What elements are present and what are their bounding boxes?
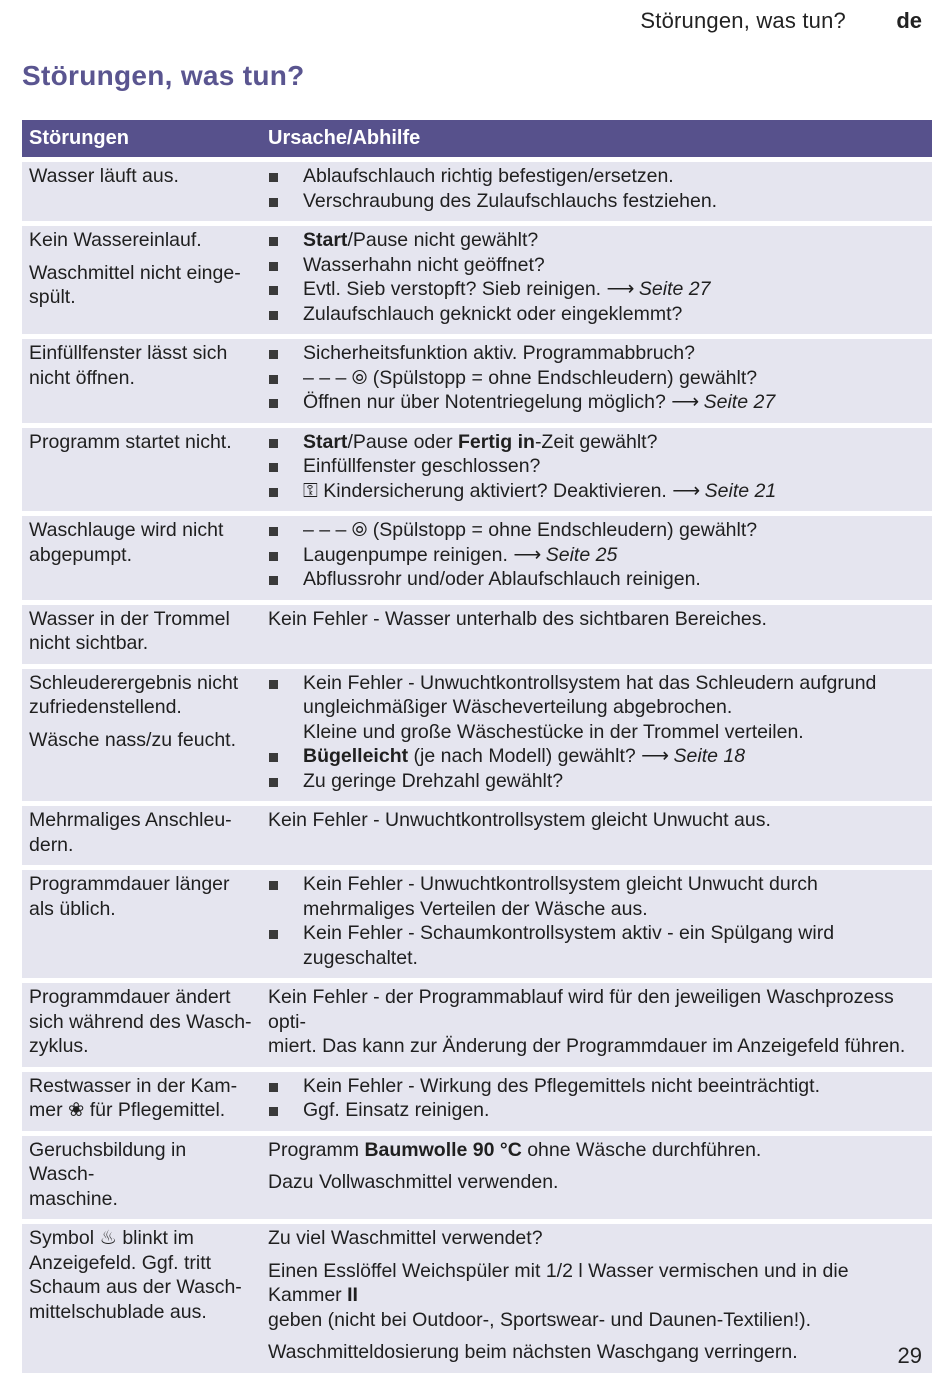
bullet-square-icon	[269, 1107, 278, 1116]
table-header-row	[22, 120, 932, 157]
text-run: Einfüllfenster geschlossen?	[303, 455, 541, 477]
remedy-paragraph	[268, 1138, 926, 1163]
problem-text: Geruchsbildung in Wasch- maschine.	[29, 1138, 187, 1210]
text-run: Kein Fehler - Wasser unterhalb des sichtbaren Bereiches.	[268, 607, 767, 630]
arrow-icon: ⟶	[672, 479, 700, 502]
bold-term: Fertig in	[458, 430, 535, 453]
table-row	[22, 1136, 932, 1220]
remedy-list	[268, 341, 926, 415]
remedy-paragraph	[268, 1226, 926, 1251]
list-item	[268, 430, 926, 455]
text-run: Verschraubung des Zulaufschlauchs festziehen.	[303, 189, 718, 212]
text-run: Zu viel Waschmittel verwendet?	[268, 1227, 543, 1249]
bullet-square-icon	[269, 350, 278, 359]
problem-text: Programmdauer ändert sich während des Wasch- zyklus.	[29, 986, 252, 1057]
problem-cell	[22, 1224, 263, 1373]
bullet-square-icon	[269, 881, 278, 890]
list-item	[268, 567, 926, 592]
arrow-icon: ⟶	[606, 278, 634, 300]
text-run: Waschmitteldosierung beim nächsten Waschgang verringern.	[268, 1341, 798, 1363]
remedy-cell	[263, 226, 932, 334]
bullet-square-icon	[269, 778, 278, 787]
bold-term: Start	[303, 229, 348, 251]
bold-term: Baumwolle 90 °C	[364, 1138, 522, 1161]
bullet-square-icon	[269, 399, 278, 408]
text-run: geben (nicht bei Outdoor-, Sportswear- und Daunen-Textilien!).	[268, 1308, 812, 1331]
text-run: -Zeit gewählt?	[534, 430, 658, 453]
table-row	[22, 605, 932, 664]
problem-text: Wasser läuft aus.	[29, 165, 179, 187]
bullet-square-icon	[269, 463, 278, 472]
text-run: Einen Esslöffel Weichspüler mit 1/2 l Wasser vermischen und in die Kammer	[268, 1259, 849, 1306]
list-item	[268, 671, 926, 745]
list-item	[268, 302, 926, 327]
bullet-square-icon	[269, 198, 278, 207]
list-item	[268, 164, 926, 189]
problem-cell	[22, 983, 263, 1067]
remedy-cell	[263, 983, 932, 1067]
troubleshooting-table	[22, 115, 932, 1378]
remedy-cell	[263, 162, 932, 221]
bold-term: Start	[303, 430, 348, 453]
problem-cell	[22, 516, 263, 600]
list-item	[268, 253, 926, 278]
running-header	[0, 8, 950, 38]
bold-term: Bügelleicht	[303, 745, 409, 767]
list-item	[268, 341, 926, 366]
table-row	[22, 983, 932, 1067]
page-reference: Seite 18	[668, 745, 746, 767]
page-number: 29	[897, 1343, 922, 1368]
text-run: Ggf. Einsatz reinigen.	[303, 1099, 490, 1121]
arrow-icon: ⟶	[671, 391, 699, 413]
bold-term: II	[347, 1284, 358, 1306]
remedy-list	[268, 872, 926, 970]
list-item	[268, 1098, 926, 1123]
bullet-square-icon	[269, 262, 278, 271]
page-title: Störungen, was tun?	[22, 60, 305, 91]
problem-text: Programmdauer länger als üblich.	[29, 873, 230, 920]
list-item	[268, 390, 926, 415]
text-run: Laugenpumpe reinigen.	[303, 543, 514, 566]
page-reference: Seite 25	[540, 543, 618, 566]
list-item	[268, 189, 926, 214]
list-item	[268, 1074, 926, 1099]
remedy-cell	[263, 339, 932, 423]
text-run: ohne Wäsche durchführen.	[521, 1138, 762, 1161]
text-run: /Pause oder	[347, 430, 459, 453]
bullet-square-icon	[269, 237, 278, 246]
column-header-problem: Störungen	[22, 120, 263, 157]
remedy-paragraph	[268, 607, 926, 632]
table-row	[22, 870, 932, 978]
table-row	[22, 669, 932, 802]
list-item	[268, 479, 926, 504]
list-item	[268, 518, 926, 543]
bullet-square-icon	[269, 439, 278, 448]
problem-cell	[22, 339, 263, 423]
problem-text: Waschlauge wird nicht abgepumpt.	[29, 519, 224, 566]
problem-text: Mehrmaliges Anschleu- dern.	[29, 809, 232, 856]
text-run: Sicherheitsfunktion aktiv. Programmabbruch?	[303, 342, 695, 364]
remedy-cell	[263, 1224, 932, 1373]
problem-cell	[22, 1072, 263, 1131]
remedy-cell	[263, 806, 932, 865]
text-run: Ablaufschlauch richtig befestigen/ersetzen.	[303, 165, 674, 187]
problem-cell	[22, 806, 263, 865]
text-run: Kein Fehler - Unwuchtkontrollsystem hat das Schleudern aufgrund ungleichmäßiger Wäscheverteilung abgebrochen. Kleine und große Wäschestücke in der Trommel verteilen.	[303, 671, 877, 743]
remedy-cell	[263, 605, 932, 664]
text-run: Kein Fehler - Unwuchtkontrollsystem gleicht Unwucht durch mehrmaliges Verteilen der Wäsche aus.	[303, 873, 818, 920]
remedy-paragraph	[268, 1170, 926, 1195]
problem-cell	[22, 226, 263, 334]
remedy-cell	[263, 1072, 932, 1131]
bullet-square-icon	[269, 311, 278, 320]
problem-text: Kein Wassereinlauf.	[29, 229, 202, 251]
text-run: Abflussrohr und/oder Ablaufschlauch reinigen.	[303, 568, 701, 590]
remedy-paragraph	[268, 1340, 926, 1365]
page-reference: Seite 21	[699, 479, 777, 502]
list-item	[268, 228, 926, 253]
problem-text: Symbol ♨ blinkt im Anzeigefeld. Ggf. tritt Schaum aus der Wasch- mittelschublade aus.	[29, 1227, 242, 1323]
problem-text: Schleuderergebnis nicht zufriedenstellend.	[29, 671, 239, 718]
remedy-cell	[263, 870, 932, 978]
problem-text: Programm startet nicht.	[29, 430, 232, 453]
text-run: – – – ⦾ (Spülstopp = ohne Endschleudern) gewählt?	[303, 366, 758, 389]
remedy-list	[268, 1074, 926, 1123]
text-run: /Pause nicht gewählt?	[347, 229, 539, 251]
problem-text: Wäsche nass/zu feucht.	[29, 728, 237, 751]
bullet-square-icon	[269, 753, 278, 762]
problem-cell	[22, 605, 263, 664]
language-code: de	[896, 8, 922, 33]
remedy-list	[268, 164, 926, 213]
table-body	[22, 162, 932, 1373]
bullet-square-icon	[269, 527, 278, 536]
text-run: Programm	[268, 1138, 365, 1161]
text-run: Zulaufschlauch geknickt oder eingeklemmt?	[303, 302, 683, 325]
problem-text: Einfüllfenster lässt sich nicht öffnen.	[29, 342, 228, 389]
problem-cell	[22, 669, 263, 802]
text-run: Kein Fehler - Schaumkontrollsystem aktiv - ein Spülgang wird zugeschaltet.	[303, 922, 835, 969]
running-header-title: Störungen, was tun?	[640, 8, 846, 33]
list-item	[268, 454, 926, 479]
remedy-list	[268, 430, 926, 504]
text-run: Kein Fehler - der Programmablauf wird für den jeweiligen Waschprozess opti- miert. Das kann zur Änderung der Programmdauer im Anzeigefeld führen.	[268, 986, 906, 1057]
list-item	[268, 277, 926, 302]
text-run: Wasserhahn nicht geöffnet?	[303, 253, 545, 276]
problem-text: Waschmittel nicht einge- spült.	[29, 261, 241, 308]
text-run: Öffnen nur über Notentriegelung möglich?	[303, 391, 672, 413]
text-run: (je nach Modell) gewählt?	[408, 745, 642, 767]
remedy-cell	[263, 516, 932, 600]
bullet-square-icon	[269, 173, 278, 182]
problem-cell	[22, 162, 263, 221]
remedy-cell	[263, 1136, 932, 1220]
remedy-list	[268, 518, 926, 592]
list-item	[268, 872, 926, 921]
list-item	[268, 366, 926, 391]
text-run: Kein Fehler - Wirkung des Pflegemittels nicht beeinträchtigt.	[303, 1074, 820, 1097]
table-row	[22, 1072, 932, 1131]
list-item	[268, 921, 926, 970]
bullet-square-icon	[269, 488, 278, 497]
table-row	[22, 339, 932, 423]
remedy-paragraph	[268, 1259, 926, 1333]
remedy-list	[268, 671, 926, 794]
problem-text: Restwasser in der Kam- mer ❀ für Pflegemittel.	[29, 1074, 238, 1121]
arrow-icon: ⟶	[641, 745, 669, 767]
text-run: Kein Fehler - Unwuchtkontrollsystem gleicht Unwucht aus.	[268, 809, 771, 831]
column-header-remedy: Ursache/Abhilfe	[263, 120, 932, 157]
page-reference: Seite 27	[698, 391, 776, 413]
problem-cell	[22, 870, 263, 978]
problem-text: Wasser in der Trommel nicht sichtbar.	[29, 607, 230, 654]
table-row	[22, 226, 932, 334]
bullet-square-icon	[269, 576, 278, 585]
list-item	[268, 744, 926, 769]
text-run: ⚿ Kindersicherung aktiviert? Deaktivieren.	[303, 479, 673, 502]
list-item	[268, 543, 926, 568]
list-item	[268, 769, 926, 794]
bullet-square-icon	[269, 680, 278, 689]
problem-cell	[22, 428, 263, 512]
remedy-cell	[263, 669, 932, 802]
bullet-square-icon	[269, 1083, 278, 1092]
remedy-paragraph	[268, 985, 926, 1059]
text-run: Dazu Vollwaschmittel verwenden.	[268, 1171, 559, 1193]
bullet-square-icon	[269, 930, 278, 939]
table-row	[22, 516, 932, 600]
table-row	[22, 162, 932, 221]
bullet-square-icon	[269, 286, 278, 295]
arrow-icon: ⟶	[513, 543, 541, 566]
remedy-paragraph	[268, 808, 926, 833]
page-reference: Seite 27	[633, 278, 711, 300]
text-run: – – – ⦾ (Spülstopp = ohne Endschleudern) gewählt?	[303, 519, 758, 541]
remedy-cell	[263, 428, 932, 512]
remedy-list	[268, 228, 926, 326]
bullet-square-icon	[269, 552, 278, 561]
text-run: Evtl. Sieb verstopft? Sieb reinigen.	[303, 278, 607, 300]
table-row	[22, 1224, 932, 1373]
table-row	[22, 806, 932, 865]
text-run: Zu geringe Drehzahl gewählt?	[303, 769, 564, 792]
bullet-square-icon	[269, 375, 278, 384]
problem-cell	[22, 1136, 263, 1220]
table-row	[22, 428, 932, 512]
